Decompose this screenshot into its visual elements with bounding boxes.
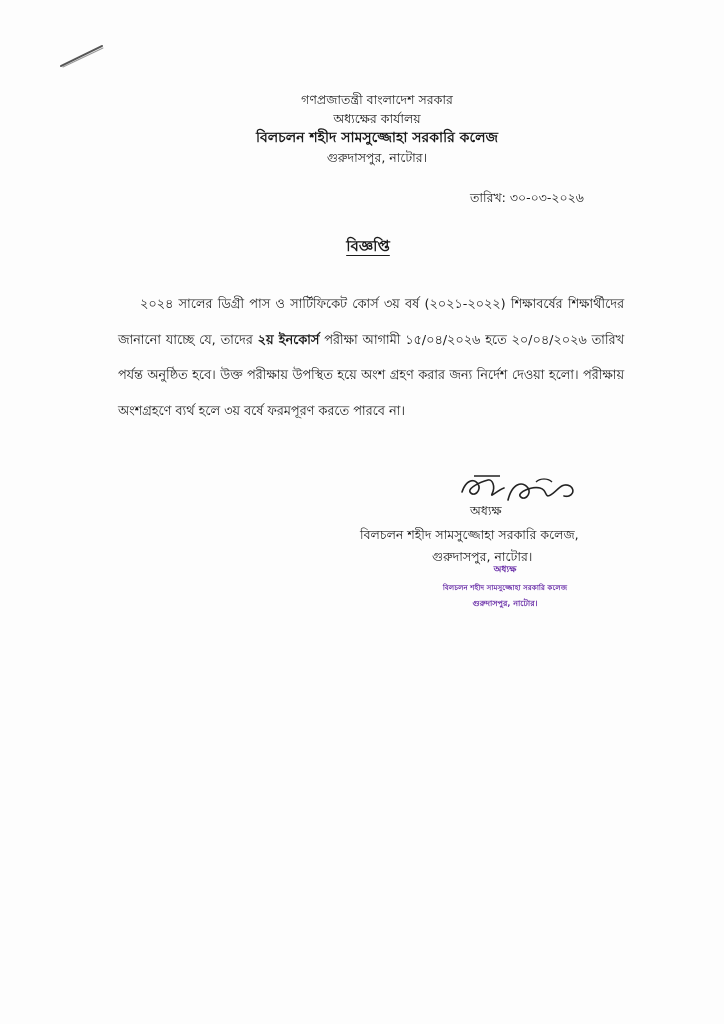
seal-location: গুরুদাসপুর, নাটোর।: [472, 599, 538, 608]
notice-title: বিজ্ঞপ্তি: [346, 237, 390, 255]
office-name: অধ্যক্ষের কার্যালয়: [333, 111, 421, 126]
signatory-title: অধ্যক্ষ: [470, 503, 502, 518]
notice-body-part2: পরীক্ষা আগামী ১৫/০৪/২০২৬ হতে ২০/০৪/২০২৬ তারিখ পর্যন্ত অনুষ্ঠিত হবে। উক্ত পরীক্ষায় উপস্থিত হয়ে অংশ গ্রহণ করার জন্য নির্দেশ দেওয়া হলো। পরীক্ষায় অংশগ্রহণে ব্যর্থ হলে ৩য় বর্ষে ফরমপূরণ করতে পারবে না।: [118, 332, 624, 419]
pen-stroke-mark: [58, 40, 108, 70]
date-value: ৩০-০৩-২০২৬: [509, 190, 584, 205]
official-seal: [415, 563, 595, 611]
notice-body-part1: ২০২৪ সালের ডিগ্রী পাস ও সার্টিফিকেট কোর্স ৩য় বর্ষ (২০২১-২০২২) শিক্ষাবর্ষের শিক্ষার্থীদের জানানো যাচ্ছে যে, তাদের: [118, 297, 624, 348]
seal-college: বিলচলন শহীদ সামসুজ্জোহা সরকারি কলেজ: [442, 583, 568, 592]
signatory-college: বিলচলন শহীদ সামসুজ্জোহা সরকারি কলেজ,: [360, 527, 579, 542]
seal-title: অধ্যক্ষ: [493, 565, 517, 575]
date-label: তারিখ:: [470, 190, 506, 205]
college-name: বিলচলন শহীদ সামসুজ্জোহা সরকারি কলেজ: [255, 130, 499, 146]
letterhead: [0, 90, 724, 167]
notice-body-highlight: ২য় ইনকোর্স: [257, 332, 320, 348]
government-name: গণপ্রজাতন্ত্রী বাংলাদেশ সরকার: [301, 92, 453, 107]
college-location: গুরুদাসপুর, নাটোর।: [326, 150, 428, 165]
signatory-location: গুরুদাসপুর, নাটোর।: [432, 549, 533, 564]
date-line: [470, 190, 584, 210]
notice-body: [118, 287, 624, 429]
